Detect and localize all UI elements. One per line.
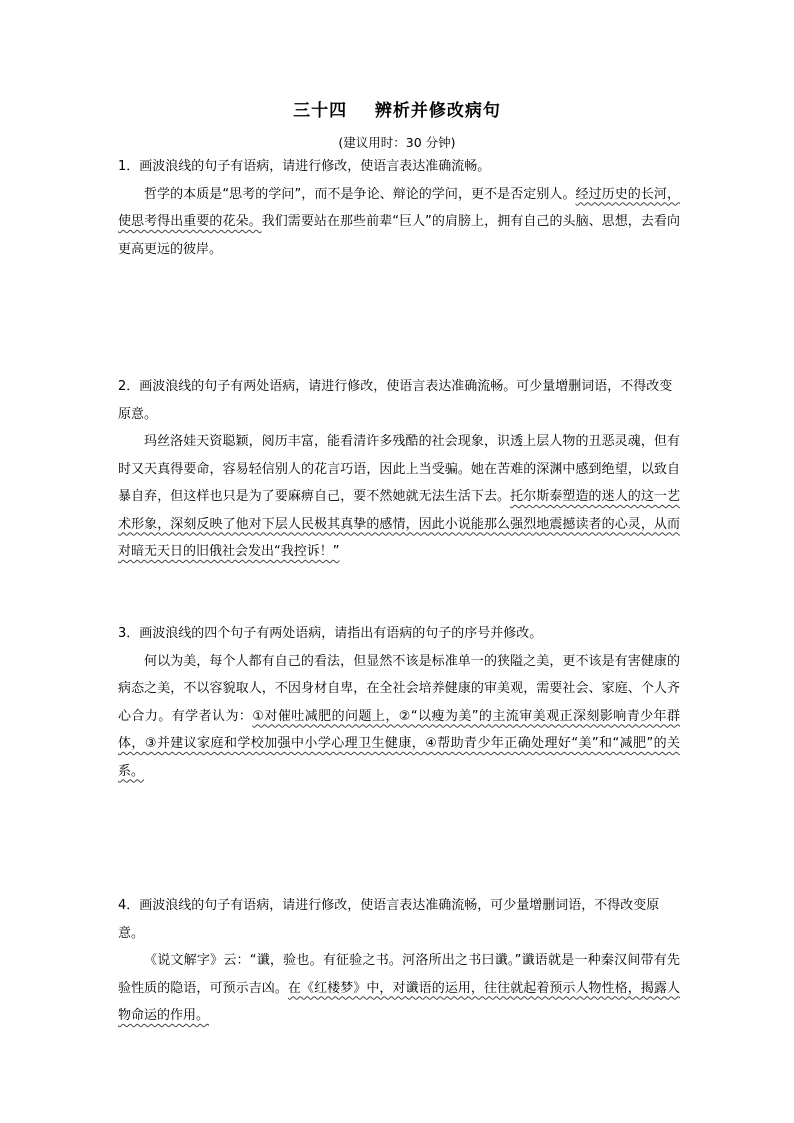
wavy-underlined-sentence: 经过历史的长河，使思考得出重要的花朵。	[118, 186, 680, 229]
question-prompt: 2．画波浪线的句子有两处语病，请进行修改，使语言表达准确流畅。可少量增删词语，不得改变原意。	[118, 379, 673, 422]
question-prompt: 4．画波浪线的句子有语病，请进行修改，使语言表达准确流畅，可少量增删词语，不得改变原意。	[118, 898, 660, 941]
suggested-time-note: (建议用时：30 分钟)	[338, 135, 456, 150]
question-2	[118, 373, 680, 566]
passage-text: 玛丝洛娃天资聪颖，阅历丰富，能看清许多残酷的社会现象，识透上层人物的丑恶灵魂，但有时又天真得要命，容易轻信别人的花言巧语，因此上当受骗。她在苦难的深渊中感到绝望，以致自暴自弃，但这样也只是为了要麻痹自己，要不然她就无法生活下去。	[118, 434, 680, 504]
question-prompt: 3．画波浪线的四个句子有两处语病，请指出有语病的句子的序号并修改。	[118, 626, 543, 641]
question-4	[118, 892, 680, 1030]
wavy-underlined-sentence: ①对催吐减肥的问题上，②“以瘦为美”的主流审美观正深刻影响青少年群体，③并建议家庭和学校加强中小学心理卫生健康，④帮助青少年正确处理好“美”和“减肥”的关系。	[118, 708, 680, 779]
question-prompt: 1．画波浪线的句子有语病，请进行修改，使语言表达准确流畅。	[118, 159, 491, 174]
wavy-underlined-sentence: 托尔斯泰塑造的迷人的这一艺术形象，深刻反映了他对下层人民极其真挚的感情，因此小说能那么强烈地震撼读者的心灵，从而对暗无天日的旧俄社会发出“我控诉！”	[118, 489, 680, 559]
wavy-underlined-sentence: 在《红楼梦》中，对谶语的运用，往往就起着预示人物性格，揭露人物命运的作用。	[118, 980, 680, 1023]
question-passage	[118, 181, 680, 264]
page-title: 三十四 辨析并修改病句	[293, 101, 501, 121]
question-1	[118, 153, 680, 263]
passage-text: 哲学的本质是“思考的学问”，而不是争论、辩论的学问，更不是否定别人。	[144, 186, 576, 202]
passage-text: 我们需要站在那些前辈“巨人”的肩膀上，拥有自己的头脑、思想，去看向更高更远的彼岸。	[118, 214, 680, 257]
passage-text: 《说文解字》云：“谶，验也。有征验之书。河洛所出之书曰谶。”谶语就是一种秦汉间带有先验性质的隐语，可预示吉凶。	[118, 953, 680, 996]
passage-text: 何以为美，每个人都有自己的看法，但显然不该是标准单一的狭隘之美，更不该是有害健康的病态之美，不以容貌取人，不因身材自卑，在全社会培养健康的审美观，需要社会、家庭、个人齐心合力。有学者认为：	[118, 653, 680, 724]
question-3	[118, 620, 680, 785]
question-passage	[118, 428, 680, 566]
question-passage	[118, 648, 680, 786]
question-passage	[118, 947, 680, 1030]
